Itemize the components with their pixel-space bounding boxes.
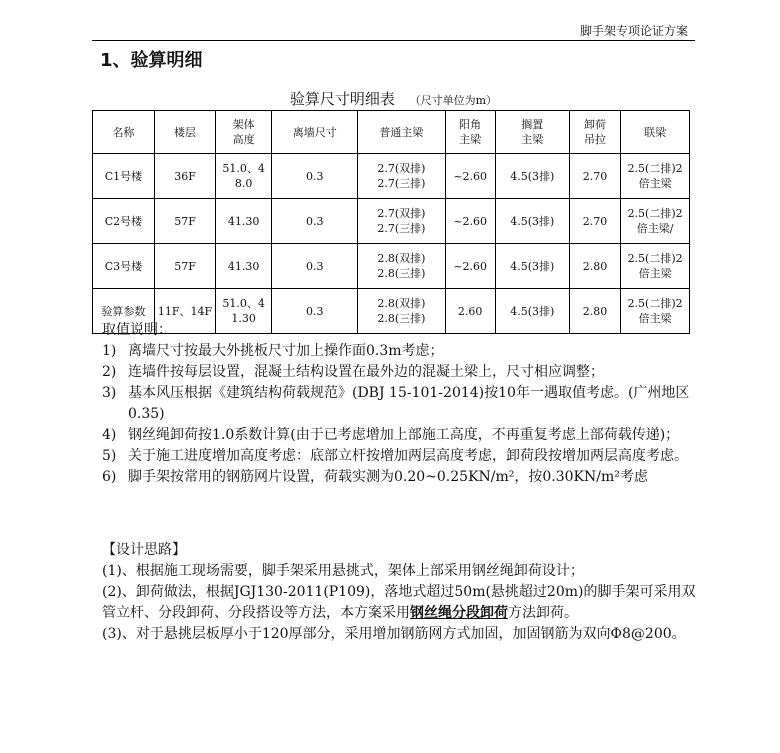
table-cell: 2.60 <box>445 289 495 334</box>
col-header: 阳角 主梁 <box>445 111 495 154</box>
table-cell: 51.0、4 1.30 <box>216 289 272 334</box>
note-text: 钢丝绳卸荷按1.0系数计算(由于已考虑增加上部施工高度，不再重复考虑上部荷载传递)； <box>128 427 680 443</box>
table-header-row <box>93 111 690 154</box>
table-cell: 0.3 <box>272 154 358 199</box>
section-title: 1、验算明细 <box>100 50 203 71</box>
note-text: 连墙件按每层设置，混凝土结构设置在最外边的混凝土梁上，尺寸相应调整； <box>128 364 604 380</box>
design-text: (2)、卸荷做法，根据JGJ130-2011(P109)，落地式超过50m(悬挑超过20m)的脚手架可采用双管立杆、分段卸荷、分段搭设等方法，本方案采用 <box>102 584 696 621</box>
table-cell: 0.3 <box>272 244 358 289</box>
design-title: 【设计思路】 <box>102 542 186 558</box>
note-number: 6) <box>102 469 117 485</box>
table-cell: 57F <box>154 244 215 289</box>
design-paragraph: (1)、根据施工现场需要，脚手架采用悬挑式，架体上部采用钢丝绳卸荷设计； <box>102 563 584 579</box>
note-text: 脚手架按常用的钢筋网片设置，荷载实测为0.20~0.25KN/m²，按0.30KN/m²考虑 <box>128 469 648 485</box>
design-ideas <box>102 540 702 645</box>
table-cell: 4.5(3排) <box>495 199 569 244</box>
note-item <box>102 362 702 383</box>
table-cell: 41.30 <box>216 199 272 244</box>
table-cell: 2.70 <box>569 199 620 244</box>
table-cell: 2.5(二排)2 倍主梁 <box>621 244 690 289</box>
note-text: 关于施工进度增加高度考虑：底部立杆按增加两层高度考虑，卸荷段按增加两层高度考虑。 <box>128 448 688 464</box>
table-cell: 4.5(3排) <box>495 154 569 199</box>
note-number: 4) <box>102 427 117 443</box>
table-cell: 2.5(二排)2 倍主梁 <box>621 154 690 199</box>
calculation-table <box>92 110 690 334</box>
design-text: 方法卸荷。 <box>508 605 578 621</box>
table-cell: C1号楼 <box>93 154 155 199</box>
note-item <box>102 425 702 446</box>
header-rule <box>92 40 695 41</box>
table-caption-text: 验算尺寸明细表 <box>289 90 395 108</box>
design-paragraph <box>102 582 702 624</box>
note-item <box>102 383 702 425</box>
note-text: 离墙尺寸按最大外挑板尺寸加上操作面0.3m考虑； <box>128 343 444 359</box>
table-cell: 2.5(二排)2 倍主梁 <box>621 289 690 334</box>
table-row <box>93 199 690 244</box>
table-cell: 验算参数 <box>93 289 155 334</box>
table-cell: 2.5(二排)2 倍主梁/ <box>621 199 690 244</box>
note-item <box>102 341 702 362</box>
document-header-title: 脚手架专项论证方案 <box>579 24 688 38</box>
table-cell: 2.7(双排) 2.7(三排) <box>358 154 445 199</box>
col-header: 楼层 <box>154 111 215 154</box>
table-cell: 2.80 <box>569 244 620 289</box>
table-cell: 4.5(3排) <box>495 244 569 289</box>
table-cell: ~2.60 <box>445 244 495 289</box>
table-row <box>93 154 690 199</box>
table-cell: 2.8(双排) 2.8(三排) <box>358 289 445 334</box>
table-unit-note: （尺寸单位为m） <box>409 94 498 107</box>
table-cell: 0.3 <box>272 289 358 334</box>
table-cell: 41.30 <box>216 244 272 289</box>
table-cell: 11F、14F <box>154 289 215 334</box>
table-cell: 2.7(双排) 2.7(三排) <box>358 199 445 244</box>
note-item <box>102 467 702 488</box>
table-cell: 4.5(3排) <box>495 289 569 334</box>
table-cell: 2.8(双排) 2.8(三排) <box>358 244 445 289</box>
value-notes <box>102 320 702 488</box>
table-caption <box>92 88 695 109</box>
col-header: 离墙尺寸 <box>272 111 358 154</box>
col-header: 卸荷 吊拉 <box>569 111 620 154</box>
col-header: 架体 高度 <box>216 111 272 154</box>
note-text: 基本风压根据《建筑结构荷载规范》(DBJ 15-101-2014)按10年一遇取值考虑。(广州地区0.35) <box>128 385 690 422</box>
table-cell: ~2.60 <box>445 154 495 199</box>
table-cell: 36F <box>154 154 215 199</box>
note-number: 2) <box>102 364 117 380</box>
table-row <box>93 244 690 289</box>
table-cell: 2.80 <box>569 289 620 334</box>
col-header: 名称 <box>93 111 155 154</box>
table-cell: 2.70 <box>569 154 620 199</box>
col-header: 普通主梁 <box>358 111 445 154</box>
design-paragraph: (3)、对于悬挑层板厚小于120厚部分，采用增加钢筋网方式加固，加固钢筋为双向Φ8@200。 <box>102 626 686 642</box>
note-number: 3) <box>102 385 117 401</box>
design-emphasis: 钢丝绳分段卸荷 <box>410 605 508 621</box>
table-cell: C3号楼 <box>93 244 155 289</box>
col-header: 联梁 <box>621 111 690 154</box>
note-number: 1) <box>102 343 117 359</box>
table-cell: 57F <box>154 199 215 244</box>
col-header: 搁置 主梁 <box>495 111 569 154</box>
table-cell: C2号楼 <box>93 199 155 244</box>
table-cell: 51.0、4 8.0 <box>216 154 272 199</box>
notes-title: 取值说明： <box>102 322 172 338</box>
note-number: 5) <box>102 448 117 464</box>
note-item <box>102 446 702 467</box>
table-cell: 0.3 <box>272 199 358 244</box>
table-cell: ~2.60 <box>445 199 495 244</box>
